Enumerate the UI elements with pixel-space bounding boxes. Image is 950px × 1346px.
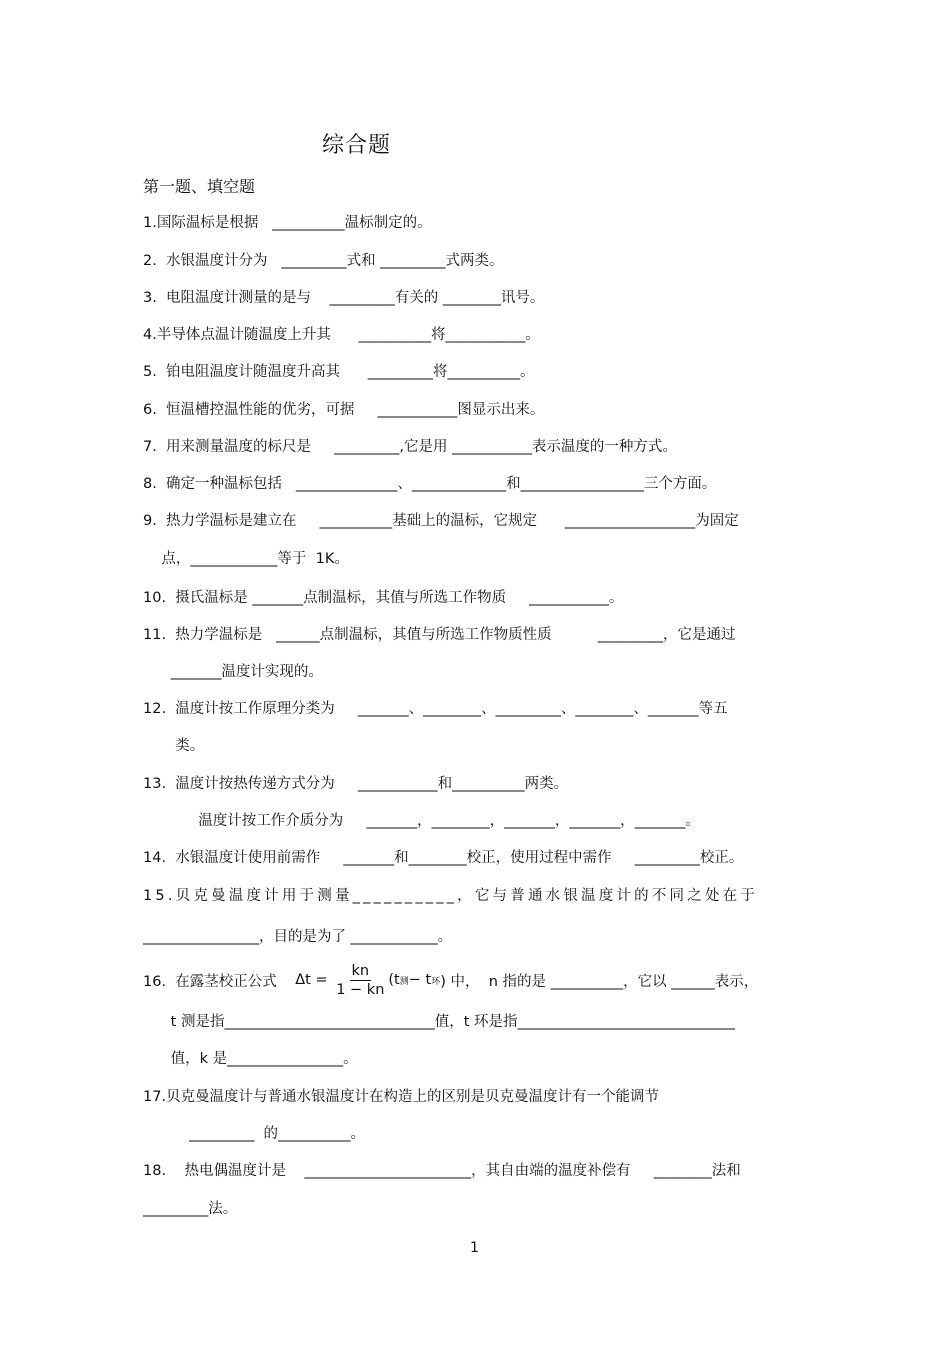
question-12-continued: 类。: [143, 738, 205, 754]
formula-paren-open: (t: [388, 972, 400, 988]
question-16-prefix: 16. 在露茎校正公式: [143, 973, 296, 990]
section-heading: 第一题、填空题: [143, 177, 256, 196]
question-9-continued: 点，____________等于 1K。: [143, 551, 349, 567]
question-16-k: 值，k 是________________。: [143, 1051, 358, 1067]
question-4: 4.半导体点温计随温度上升其 __________将___________。: [143, 327, 540, 343]
question-1: 1.国际温标是根据 __________温标制定的。: [143, 215, 432, 231]
question-7: 7. 用来测量温度的标尺是 _________,它是用 ___________表示温度的一种方式。: [143, 439, 677, 455]
question-11: 11. 热力学温标是 ______点制温标，其值与所选工作物质性质 _________，它是通过: [143, 627, 736, 643]
question-5: 5. 铂电阻温度计随温度升高其 _________将__________。: [143, 364, 535, 380]
formula-delta: Δt =: [295, 972, 333, 988]
question-2: 2. 水银温度计分为 _________式和 _________式两类。: [143, 253, 504, 269]
question-17-continued: _________ 的__________。: [143, 1126, 366, 1142]
question-12: 12. 温度计按工作原理分类为 _______、________、_________、________、_______等五: [143, 701, 728, 717]
question-8: 8. 确定一种温标包括 ______________、_____________和_________________三个方面。: [143, 476, 717, 492]
question-17: 17.贝克曼温度计与普通水银温度计在构造上的区别是贝克曼温度计有一个能调节: [143, 1089, 660, 1105]
question-13-medium: 温度计按工作介质分为 _______，________，_______，_______，_______。: [143, 813, 700, 829]
question-10: 10. 摄氏温标是 _______点制温标，其值与所选工作物质 ___________。: [143, 590, 624, 606]
question-15-continued: ________________，目的是为了 ____________。: [143, 929, 453, 945]
question-9: 9. 热力学温标是建立在 __________基础上的温标，它规定 __________________为固定: [143, 513, 739, 529]
question-15: 15.贝克曼温度计用于测量__________，它与普通水银温度计的不同之处在于: [143, 888, 759, 904]
formula-numerator: kn: [351, 962, 370, 979]
question-16-continued: t 测是指_____________________________值，t 环是指______________________________: [143, 1014, 735, 1030]
question-18-continued: _________法。: [143, 1201, 238, 1217]
question-16: [143, 958, 758, 1002]
page-number: 1: [470, 1240, 479, 1256]
question-18: 18. 热电偶温度计是 _______________________，其自由端的温度补偿有 ________法和: [143, 1163, 741, 1179]
formula-denominator: 1 − kn: [336, 981, 385, 998]
question-14: 14. 水银温度计使用前需作 _______和________校正，使用过程中需作 _________校正。: [143, 850, 744, 866]
question-3: 3. 电阻温度计测量的是与 _________有关的 ________讯号。: [143, 290, 545, 306]
question-11-continued: _______温度计实现的。: [143, 664, 323, 680]
formula-minus: − t: [408, 972, 432, 988]
question-13: 13. 温度计按热传递方式分为 ___________和__________两类。: [143, 776, 569, 792]
formula-sub-env: 环: [431, 976, 441, 987]
question-16-suffix: ) 中， n 指的是 __________，它以 ______表示，: [440, 973, 759, 990]
question-6: 6. 恒温槽控温性能的优劣，可据 ___________图显示出来。: [143, 402, 545, 418]
formula-fraction: [334, 962, 386, 999]
page-title: 综合题: [322, 133, 392, 158]
formula-sub-measured: 测: [399, 976, 409, 987]
